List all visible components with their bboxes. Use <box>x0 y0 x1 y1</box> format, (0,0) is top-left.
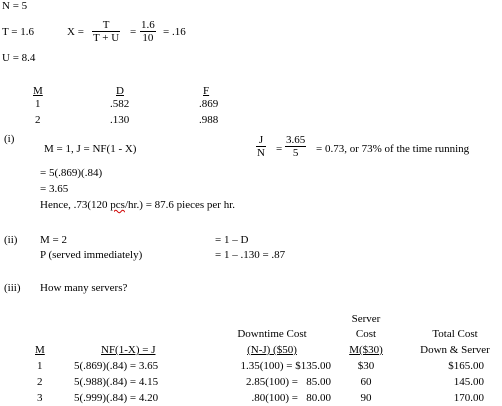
row1-m: 1 <box>37 360 43 372</box>
mdf-header-d: D <box>116 85 124 97</box>
part-ii-m-rhs: = 1 – D <box>215 234 249 246</box>
col-nf: NF(1-X) = J <box>101 344 156 356</box>
ratio-den: 5 <box>285 146 306 159</box>
x-fraction-1-num: T <box>102 19 110 31</box>
row2-m: 2 <box>37 376 43 388</box>
part-i-hence <box>40 199 235 211</box>
row1-down: 1.35(100) = $135.00 <box>240 360 331 372</box>
part-ii-p: P (served immediately) <box>40 249 143 261</box>
row2-nf: 5(.988)(.84) = 4.15 <box>74 376 159 388</box>
given-u: U = 8.4 <box>2 52 36 64</box>
part-iii-question: How many servers? <box>40 282 128 294</box>
part-ii-m: M = 2 <box>40 234 67 246</box>
row3-m: 3 <box>37 392 43 404</box>
part-i-result: = 0.73, or 73% of the time running <box>316 143 470 155</box>
row3-server: 90 <box>360 392 372 404</box>
row3-down: .80(100) = 80.00 <box>251 392 331 404</box>
x-eq: = <box>130 26 137 38</box>
row2-server: 60 <box>360 376 372 388</box>
part-ii-label: (ii) <box>4 234 18 246</box>
row1-nf: 5(.869)(.84) = 3.65 <box>74 360 159 372</box>
mdf-row1-f: .869 <box>199 98 219 110</box>
ratio-num: 3.65 <box>286 134 306 146</box>
part-iii-label: (iii) <box>4 282 21 294</box>
mdf-row2-d: .130 <box>110 114 130 126</box>
part-i-label: (i) <box>4 133 15 145</box>
row1-server: $30 <box>357 360 375 372</box>
given-t: T = 1.6 <box>2 26 34 38</box>
row3-nf: 5(.999)(.84) = 4.20 <box>74 392 159 404</box>
hence-pre: Hence, .73(120 <box>40 199 111 211</box>
x-fraction-2-num: 1.6 <box>141 19 155 31</box>
x-result: = .16 <box>163 26 186 38</box>
head-downtime: Downtime Cost <box>237 328 307 340</box>
x-fraction-2 <box>140 19 156 44</box>
head-server: Server <box>351 313 381 325</box>
hence-post: /hr.) = 87.6 pieces per hr. <box>124 199 236 211</box>
row3-total: 170.00 <box>453 392 484 404</box>
col-m30: M($30) <box>349 344 383 356</box>
j-over-n-den: N <box>257 147 265 159</box>
mdf-row1-m: 1 <box>35 98 41 110</box>
part-ii-p-rhs: = 1 – .130 = .87 <box>215 249 286 261</box>
x-lhs: X = <box>67 26 84 38</box>
col-m: M <box>35 344 45 356</box>
mdf-header-m: M <box>33 85 43 97</box>
part-i-line2: = 5(.869)(.84) <box>40 167 103 179</box>
part-i-eq: = <box>276 143 283 155</box>
mdf-header-f: F <box>203 85 210 97</box>
x-fraction-1-den: T + U <box>93 32 120 44</box>
col-nj: (N-J) ($50) <box>247 344 297 356</box>
x-fraction-2-den: 10 <box>140 31 156 44</box>
x-fraction-1 <box>92 19 120 44</box>
j-over-n-num: J <box>258 134 264 146</box>
head-total: Total Cost <box>432 328 478 340</box>
head-cost: Cost <box>355 328 377 340</box>
mdf-row1-d: .582 <box>110 98 130 110</box>
given-n: N = 5 <box>2 0 28 12</box>
hence-pcs: pcs <box>110 199 125 211</box>
col-down-server: Down & Server <box>420 344 490 356</box>
row2-down: 2.85(100) = 85.00 <box>245 376 331 388</box>
row1-total: $165.00 <box>448 360 484 372</box>
mdf-row2-m: 2 <box>35 114 41 126</box>
part-i-line3: = 3.65 <box>40 183 69 195</box>
j-over-n-fraction <box>256 134 266 159</box>
ratio-fraction <box>285 134 306 159</box>
mdf-row2-f: .988 <box>199 114 219 126</box>
row2-total: 145.00 <box>453 376 484 388</box>
part-i-formula: M = 1, J = NF(1 - X) <box>44 143 137 155</box>
